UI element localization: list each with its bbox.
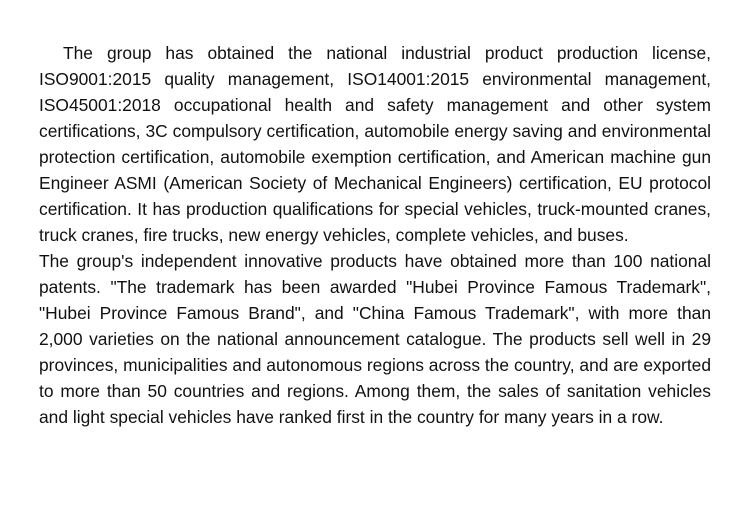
- paragraph-certifications: The group has obtained the national industrial product production license, ISO9001:2015 quality management, ISO14001:2015 environmental management, ISO45001:2018 occupational health and safety management and other system certifications, 3C compulsory certification, automobile energy saving and environmental protection certification, automobile exemption certification, and American machine gun Engineer ASMI (American Society of Mechanical Engineers) certification, EU protocol certification. It has production qualifications for special vehicles, truck-mounted cranes, truck cranes, fire trucks, new energy vehicles, complete vehicles, and buses.: [39, 43, 711, 245]
- paragraph-patents-and-sales: The group's independent innovative products have obtained more than 100 national patents. "The trademark has been awarded "Hubei Province Famous Trademark", "Hubei Province Famous Brand", and "China Famous Trademark", with more than 2,000 varieties on the national announcement catalogue. The products sell well in 29 provinces, municipalities and autonomous regions across the country, and are exported to more than 50 countries and regions. Among them, the sales of sanitation vehicles and light special vehicles have ranked first in the country for many years in a row.: [39, 251, 711, 427]
- document-body: [39, 40, 711, 430]
